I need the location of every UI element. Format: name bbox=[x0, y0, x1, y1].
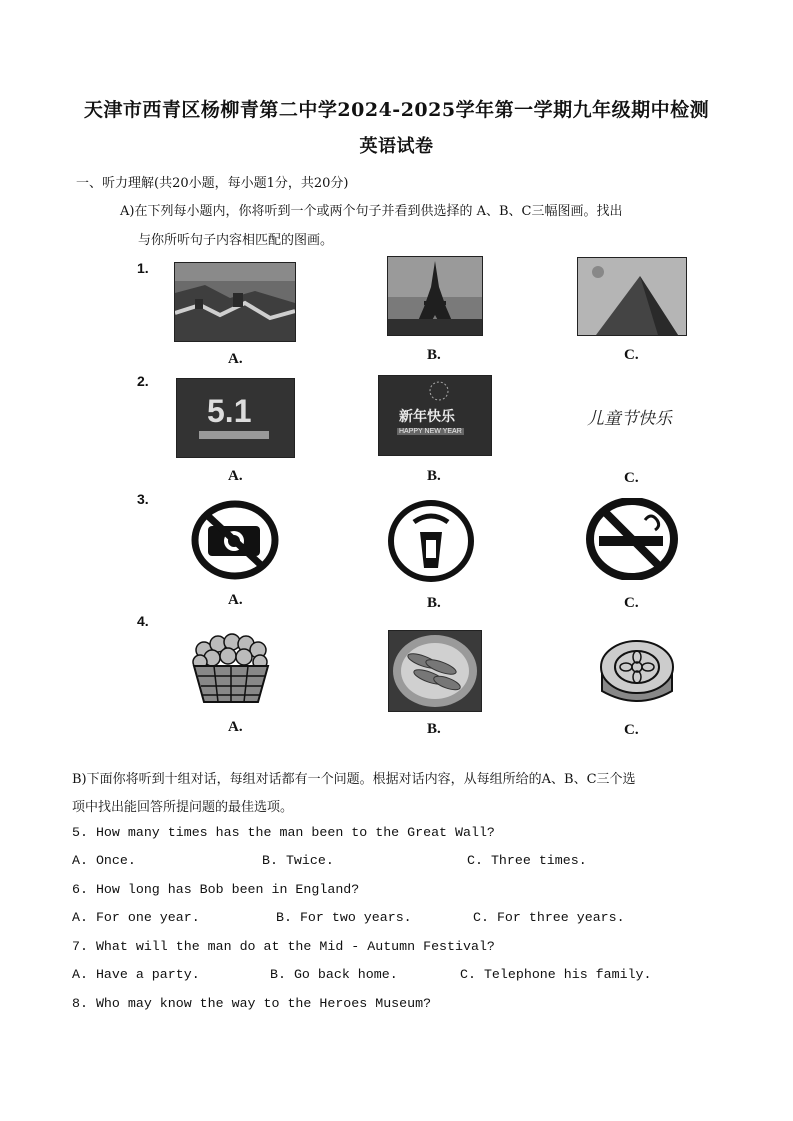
answer-option-c: C. Three times. bbox=[467, 853, 587, 868]
part-b-instruction-2: 项中找出能回答所提问题的最佳选项。 bbox=[72, 800, 294, 815]
page-subtitle: 英语试卷 bbox=[359, 136, 434, 157]
option-label: B. bbox=[427, 347, 441, 363]
answer-option-a: A. Have a party. bbox=[72, 967, 200, 982]
part-a-instruction-2: 与你所听句子内容相匹配的图画。 bbox=[138, 233, 334, 248]
mooncake bbox=[596, 635, 678, 709]
answer-option-a: A. Once. bbox=[72, 853, 136, 868]
answer-option-b: B. Go back home. bbox=[270, 967, 398, 982]
option-label: A. bbox=[228, 719, 243, 735]
childrens-day-lettering: 儿童节快乐 bbox=[587, 409, 672, 429]
option-label: B. bbox=[427, 468, 441, 484]
option-label: C. bbox=[624, 470, 639, 486]
answer-option-c: C. Telephone his family. bbox=[460, 967, 652, 982]
option-label: B. bbox=[427, 595, 441, 611]
answer-option-b: B. For two years. bbox=[276, 910, 412, 925]
answer-option-b: B. Twice. bbox=[262, 853, 334, 868]
page-title: 天津市西青区杨柳青第二中学2024-2025学年第一学期九年级期中检测 bbox=[83, 99, 710, 121]
option-label: A. bbox=[228, 468, 243, 484]
question-text: 5. How many times has the man been to the Great Wall? bbox=[72, 825, 495, 840]
option-label: A. bbox=[228, 592, 243, 608]
fruit-basket bbox=[188, 630, 274, 706]
great-wall-photo bbox=[174, 262, 296, 342]
answer-option-c: C. For three years. bbox=[473, 910, 625, 925]
pyramid-photo bbox=[577, 257, 687, 336]
question-number: 3. bbox=[137, 491, 149, 507]
part-a-instruction-1: A)在下列每小题内，你将听到一个或两个句子并看到供选择的 A、B、C三幅图画。找出 bbox=[120, 204, 623, 219]
new-year-poster: 新年快乐 HAPPY NEW YEAR bbox=[378, 375, 492, 456]
part-b-instruction-1: B)下面你将听到十组对话，每组对话都有一个问题。根据对话内容，从每组所给的A、B、C三个选 bbox=[72, 772, 636, 787]
option-label: C. bbox=[624, 347, 639, 363]
question-text: 6. How long has Bob been in England? bbox=[72, 882, 360, 897]
question-text: 8. Who may know the way to the Heroes Museum? bbox=[72, 996, 432, 1011]
section-heading: 一、听力理解(共20小题，每小题1分，共20分) bbox=[76, 176, 349, 191]
no-littering-sign bbox=[386, 500, 476, 582]
option-label: A. bbox=[228, 351, 243, 367]
answer-option-a: A. For one year. bbox=[72, 910, 200, 925]
may-day-poster: 5.1 bbox=[176, 378, 295, 458]
question-number: 1. bbox=[137, 260, 149, 276]
eiffel-tower-photo bbox=[387, 256, 483, 336]
question-text: 7. What will the man do at the Mid - Autumn Festival? bbox=[72, 939, 495, 954]
no-smoking-sign bbox=[585, 498, 679, 580]
question-number: 4. bbox=[137, 613, 149, 629]
question-number: 2. bbox=[137, 373, 149, 389]
option-label: C. bbox=[624, 722, 639, 738]
option-label: C. bbox=[624, 595, 639, 611]
option-label: B. bbox=[427, 721, 441, 737]
no-photos-sign bbox=[190, 500, 280, 580]
zongzi-plate bbox=[388, 630, 482, 712]
